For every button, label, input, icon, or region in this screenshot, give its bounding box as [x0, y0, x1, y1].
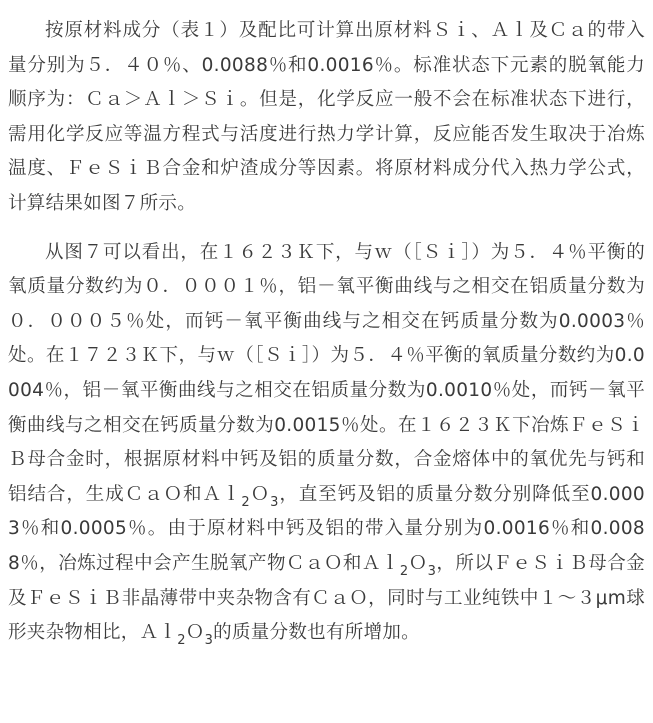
paragraph-2-text-a: 从图７可以看出，在１６２３Ｋ下，与ｗ（［Ｓｉ］）为５．４％平衡的氧质量分数约为０．０００１％，铝－氧平衡曲线与之相交在铝质量分数为０．０００５％处，而钙－氧平衡曲线与之相交在钙质量分数为0.0003％处。在１７２３Ｋ下，与ｗ（［Ｓｉ］）为５．４％平衡的氧质量分数约为0.0004％，铝－氧平衡曲线与之相交在铝质量分数为0.0010％处，而钙－氧平衡曲线与之相交在钙质量分数为0.0015％处。在１６２３Ｋ下冶炼ＦｅＳｉＢ母合金时，根据原材料中钙及铝的质量分数，合金熔体中的氧优先与钙和铝结合，生成ＣａＯ和Ａｌ: [8, 241, 645, 505]
subscript-3: 3: [270, 494, 279, 510]
paragraph-2-text-f: Ｏ: [185, 622, 205, 644]
paragraph-2-text-e: ，所以ＦｅＳｉＢ母合金及ＦｅＳｉＢ非晶薄带中夹杂物含有ＣａＯ，同时与工业纯铁中１～３μm球形夹杂物相比，Ａｌ: [8, 552, 645, 644]
subscript-3: 3: [204, 633, 214, 649]
paragraph-2-text-d: Ｏ: [408, 552, 428, 574]
paragraph-1: [8, 14, 645, 222]
paragraph-2-text-g: 的质量分数也有所增加。: [213, 622, 420, 644]
subscript-3: 3: [427, 563, 437, 579]
subscript-2: 2: [241, 494, 250, 510]
paragraph-2-text-b: Ｏ: [249, 483, 271, 505]
subscript-2: 2: [399, 563, 409, 579]
paragraph-1-text: 按原材料成分（表１）及配比可计算出原材料Ｓｉ、Ａｌ及Ｃａ的带入量分别为５．４０％、0.0088％和0.0016％。标准状态下元素的脱氧能力顺序为：Ｃａ＞Ａｌ＞Ｓｉ。但是，化学反应一般不会在标准状态下进行，需用化学反应等温方程式与活度进行热力学计算，反应能否发生取决于冶炼温度、ＦｅＳｉＢ合金和炉渣成分等因素。将原材料成分代入热力学公式，计算结果如图７所示。: [8, 20, 645, 214]
paragraph-2: [8, 236, 645, 651]
paragraph-2-text-c: ，直至钙及铝的质量分数分别降低至0.0003％和0.0005％。由于原材料中钙及铝的带入量分别为0.0016％和0.0088％，冶炼过程中会产生脱氧产物ＣａＯ和Ａｌ: [8, 483, 645, 574]
subscript-2: 2: [177, 633, 186, 649]
